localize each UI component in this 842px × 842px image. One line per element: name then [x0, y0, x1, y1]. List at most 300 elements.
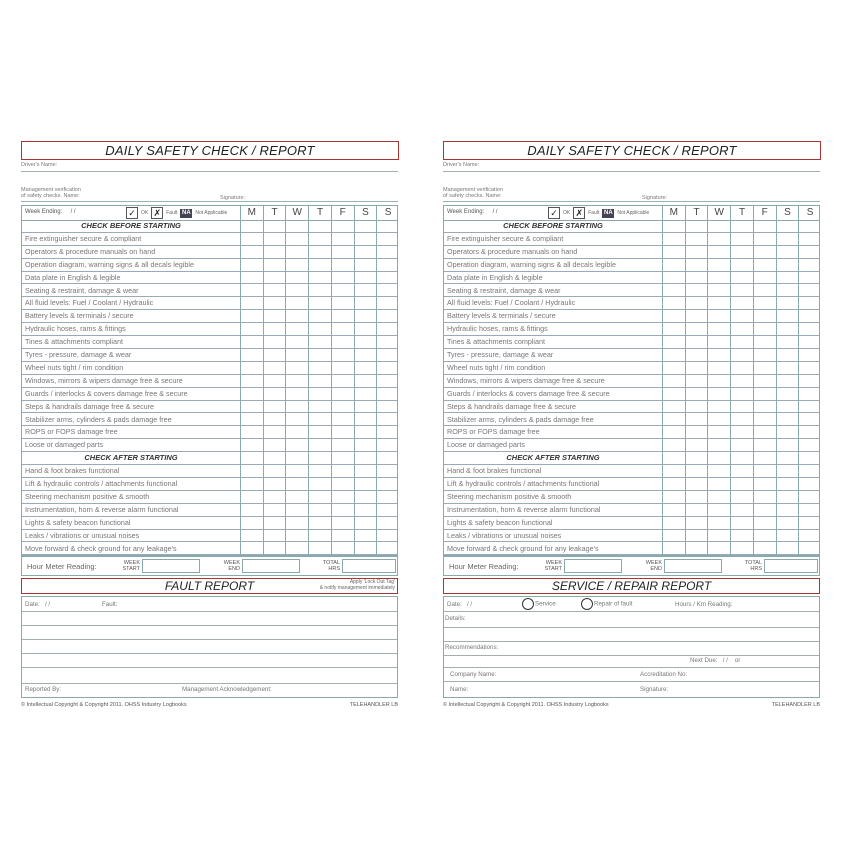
- check-cell[interactable]: [240, 465, 263, 477]
- check-cell[interactable]: [376, 336, 399, 348]
- check-cell[interactable]: [707, 362, 730, 374]
- check-cell[interactable]: [285, 285, 308, 297]
- check-cell[interactable]: [285, 362, 308, 374]
- check-cell[interactable]: [753, 349, 776, 361]
- check-cell[interactable]: [798, 478, 821, 490]
- check-cell[interactable]: [776, 465, 799, 477]
- check-cell[interactable]: [263, 297, 286, 309]
- check-cell[interactable]: [240, 259, 263, 271]
- fault-line[interactable]: [22, 625, 397, 626]
- check-cell[interactable]: [776, 362, 799, 374]
- check-cell[interactable]: [263, 349, 286, 361]
- check-cell[interactable]: [753, 336, 776, 348]
- check-cell[interactable]: [331, 349, 354, 361]
- check-cell[interactable]: [753, 310, 776, 322]
- check-cell[interactable]: [685, 414, 708, 426]
- check-cell[interactable]: [354, 543, 377, 555]
- check-cell[interactable]: [776, 323, 799, 335]
- check-cell[interactable]: [376, 246, 399, 258]
- check-cell[interactable]: [662, 297, 685, 309]
- check-cell[interactable]: [240, 233, 263, 245]
- check-cell[interactable]: [753, 388, 776, 400]
- check-cell[interactable]: [263, 504, 286, 516]
- check-cell[interactable]: [730, 388, 753, 400]
- check-cell[interactable]: [308, 388, 331, 400]
- check-cell[interactable]: [685, 297, 708, 309]
- check-cell[interactable]: [263, 517, 286, 529]
- drivers-name-field[interactable]: [21, 171, 398, 172]
- check-cell[interactable]: [331, 439, 354, 451]
- check-cell[interactable]: [331, 336, 354, 348]
- check-cell[interactable]: [707, 323, 730, 335]
- check-cell[interactable]: [662, 336, 685, 348]
- check-cell[interactable]: [753, 426, 776, 438]
- check-cell[interactable]: [707, 375, 730, 387]
- check-cell[interactable]: [776, 272, 799, 284]
- check-cell[interactable]: [376, 543, 399, 555]
- check-cell[interactable]: [730, 259, 753, 271]
- check-cell[interactable]: [354, 401, 377, 413]
- check-cell[interactable]: [240, 272, 263, 284]
- check-cell[interactable]: [240, 362, 263, 374]
- check-cell[interactable]: [685, 504, 708, 516]
- check-cell[interactable]: [240, 323, 263, 335]
- check-cell[interactable]: [685, 349, 708, 361]
- check-cell[interactable]: [354, 362, 377, 374]
- check-cell[interactable]: [354, 504, 377, 516]
- check-cell[interactable]: [308, 297, 331, 309]
- check-cell[interactable]: [263, 414, 286, 426]
- check-cell[interactable]: [730, 310, 753, 322]
- drivers-name-field[interactable]: [443, 171, 820, 172]
- check-cell[interactable]: [798, 465, 821, 477]
- check-cell[interactable]: [376, 375, 399, 387]
- check-cell[interactable]: [798, 401, 821, 413]
- check-cell[interactable]: [662, 517, 685, 529]
- check-cell[interactable]: [753, 375, 776, 387]
- check-cell[interactable]: [753, 233, 776, 245]
- check-cell[interactable]: [354, 388, 377, 400]
- check-cell[interactable]: [263, 530, 286, 542]
- check-cell[interactable]: [285, 388, 308, 400]
- check-cell[interactable]: [730, 439, 753, 451]
- check-cell[interactable]: [798, 323, 821, 335]
- check-cell[interactable]: [263, 272, 286, 284]
- check-cell[interactable]: [798, 426, 821, 438]
- check-cell[interactable]: [798, 414, 821, 426]
- fault-line[interactable]: [22, 653, 397, 654]
- check-cell[interactable]: [308, 375, 331, 387]
- check-cell[interactable]: [685, 375, 708, 387]
- check-cell[interactable]: [685, 530, 708, 542]
- check-cell[interactable]: [730, 323, 753, 335]
- check-cell[interactable]: [308, 233, 331, 245]
- check-cell[interactable]: [285, 246, 308, 258]
- check-cell[interactable]: [730, 297, 753, 309]
- check-cell[interactable]: [753, 272, 776, 284]
- check-cell[interactable]: [240, 349, 263, 361]
- check-cell[interactable]: [685, 388, 708, 400]
- check-cell[interactable]: [707, 233, 730, 245]
- check-cell[interactable]: [331, 426, 354, 438]
- check-cell[interactable]: [685, 272, 708, 284]
- check-cell[interactable]: [308, 272, 331, 284]
- check-cell[interactable]: [730, 336, 753, 348]
- check-cell[interactable]: [331, 401, 354, 413]
- check-cell[interactable]: [776, 543, 799, 555]
- check-cell[interactable]: [776, 388, 799, 400]
- repair-option[interactable]: Repair of fault: [581, 598, 633, 610]
- check-cell[interactable]: [331, 388, 354, 400]
- check-cell[interactable]: [240, 285, 263, 297]
- check-cell[interactable]: [798, 491, 821, 503]
- fault-line[interactable]: [22, 683, 397, 684]
- check-cell[interactable]: [308, 530, 331, 542]
- service-line[interactable]: [444, 627, 819, 628]
- check-cell[interactable]: [776, 478, 799, 490]
- check-cell[interactable]: [798, 439, 821, 451]
- fault-line[interactable]: [22, 667, 397, 668]
- check-cell[interactable]: [354, 285, 377, 297]
- check-cell[interactable]: [753, 478, 776, 490]
- check-cell[interactable]: [240, 401, 263, 413]
- check-cell[interactable]: [776, 297, 799, 309]
- check-cell[interactable]: [285, 426, 308, 438]
- check-cell[interactable]: [240, 426, 263, 438]
- check-cell[interactable]: [707, 349, 730, 361]
- check-cell[interactable]: [285, 517, 308, 529]
- check-cell[interactable]: [308, 285, 331, 297]
- check-cell[interactable]: [376, 259, 399, 271]
- check-cell[interactable]: [240, 478, 263, 490]
- check-cell[interactable]: [685, 285, 708, 297]
- check-cell[interactable]: [776, 491, 799, 503]
- check-cell[interactable]: [285, 543, 308, 555]
- check-cell[interactable]: [376, 323, 399, 335]
- check-cell[interactable]: [263, 310, 286, 322]
- check-cell[interactable]: [662, 285, 685, 297]
- check-cell[interactable]: [376, 388, 399, 400]
- service-line[interactable]: [444, 681, 819, 682]
- check-cell[interactable]: [354, 530, 377, 542]
- service-line[interactable]: [444, 655, 819, 656]
- check-cell[interactable]: [707, 543, 730, 555]
- check-cell[interactable]: [240, 336, 263, 348]
- check-cell[interactable]: [285, 530, 308, 542]
- check-cell[interactable]: [707, 504, 730, 516]
- check-cell[interactable]: [285, 310, 308, 322]
- check-cell[interactable]: [354, 375, 377, 387]
- check-cell[interactable]: [730, 362, 753, 374]
- service-line[interactable]: [444, 611, 819, 612]
- check-cell[interactable]: [730, 504, 753, 516]
- check-cell[interactable]: [354, 491, 377, 503]
- check-cell[interactable]: [376, 439, 399, 451]
- check-cell[interactable]: [662, 272, 685, 284]
- check-cell[interactable]: [263, 491, 286, 503]
- check-cell[interactable]: [331, 362, 354, 374]
- check-cell[interactable]: [662, 259, 685, 271]
- check-cell[interactable]: [263, 233, 286, 245]
- check-cell[interactable]: [376, 530, 399, 542]
- check-cell[interactable]: [263, 323, 286, 335]
- check-cell[interactable]: [354, 272, 377, 284]
- check-cell[interactable]: [240, 543, 263, 555]
- week-start-field[interactable]: [142, 559, 200, 573]
- check-cell[interactable]: [707, 246, 730, 258]
- check-cell[interactable]: [240, 375, 263, 387]
- check-cell[interactable]: [263, 259, 286, 271]
- check-cell[interactable]: [376, 362, 399, 374]
- check-cell[interactable]: [662, 530, 685, 542]
- check-cell[interactable]: [707, 426, 730, 438]
- check-cell[interactable]: [354, 233, 377, 245]
- check-cell[interactable]: [285, 323, 308, 335]
- check-cell[interactable]: [730, 272, 753, 284]
- check-cell[interactable]: [354, 517, 377, 529]
- check-cell[interactable]: [707, 259, 730, 271]
- check-cell[interactable]: [662, 388, 685, 400]
- check-cell[interactable]: [263, 478, 286, 490]
- check-cell[interactable]: [730, 349, 753, 361]
- check-cell[interactable]: [798, 233, 821, 245]
- check-cell[interactable]: [285, 478, 308, 490]
- check-cell[interactable]: [331, 414, 354, 426]
- service-option[interactable]: Service: [522, 598, 556, 610]
- check-cell[interactable]: [685, 491, 708, 503]
- check-cell[interactable]: [798, 246, 821, 258]
- check-cell[interactable]: [331, 530, 354, 542]
- check-cell[interactable]: [376, 349, 399, 361]
- check-cell[interactable]: [354, 349, 377, 361]
- check-cell[interactable]: [685, 259, 708, 271]
- check-cell[interactable]: [776, 504, 799, 516]
- check-cell[interactable]: [308, 426, 331, 438]
- check-cell[interactable]: [376, 401, 399, 413]
- check-cell[interactable]: [798, 517, 821, 529]
- check-cell[interactable]: [240, 504, 263, 516]
- check-cell[interactable]: [331, 233, 354, 245]
- check-cell[interactable]: [354, 336, 377, 348]
- check-cell[interactable]: [376, 517, 399, 529]
- check-cell[interactable]: [308, 414, 331, 426]
- check-cell[interactable]: [308, 336, 331, 348]
- check-cell[interactable]: [730, 517, 753, 529]
- check-cell[interactable]: [753, 414, 776, 426]
- check-cell[interactable]: [285, 272, 308, 284]
- check-cell[interactable]: [685, 246, 708, 258]
- check-cell[interactable]: [730, 414, 753, 426]
- check-cell[interactable]: [662, 362, 685, 374]
- check-cell[interactable]: [285, 349, 308, 361]
- check-cell[interactable]: [798, 362, 821, 374]
- check-cell[interactable]: [263, 426, 286, 438]
- check-cell[interactable]: [776, 349, 799, 361]
- check-cell[interactable]: [730, 465, 753, 477]
- check-cell[interactable]: [685, 336, 708, 348]
- check-cell[interactable]: [662, 401, 685, 413]
- check-cell[interactable]: [662, 323, 685, 335]
- check-cell[interactable]: [662, 439, 685, 451]
- check-cell[interactable]: [354, 297, 377, 309]
- check-cell[interactable]: [798, 530, 821, 542]
- check-cell[interactable]: [662, 375, 685, 387]
- check-cell[interactable]: [707, 439, 730, 451]
- check-cell[interactable]: [376, 233, 399, 245]
- check-cell[interactable]: [376, 478, 399, 490]
- check-cell[interactable]: [662, 310, 685, 322]
- fault-line[interactable]: [22, 611, 397, 612]
- check-cell[interactable]: [308, 478, 331, 490]
- check-cell[interactable]: [240, 297, 263, 309]
- check-cell[interactable]: [285, 414, 308, 426]
- week-start-field[interactable]: [564, 559, 622, 573]
- check-cell[interactable]: [798, 388, 821, 400]
- check-cell[interactable]: [776, 233, 799, 245]
- check-cell[interactable]: [685, 465, 708, 477]
- check-cell[interactable]: [263, 543, 286, 555]
- check-cell[interactable]: [240, 491, 263, 503]
- check-cell[interactable]: [753, 246, 776, 258]
- check-cell[interactable]: [308, 504, 331, 516]
- check-cell[interactable]: [263, 362, 286, 374]
- check-cell[interactable]: [776, 336, 799, 348]
- check-cell[interactable]: [263, 246, 286, 258]
- check-cell[interactable]: [753, 297, 776, 309]
- check-cell[interactable]: [730, 375, 753, 387]
- check-cell[interactable]: [240, 439, 263, 451]
- check-cell[interactable]: [263, 465, 286, 477]
- check-cell[interactable]: [331, 491, 354, 503]
- check-cell[interactable]: [331, 517, 354, 529]
- check-cell[interactable]: [263, 285, 286, 297]
- check-cell[interactable]: [776, 530, 799, 542]
- check-cell[interactable]: [240, 517, 263, 529]
- check-cell[interactable]: [285, 233, 308, 245]
- service-line[interactable]: [444, 641, 819, 642]
- check-cell[interactable]: [730, 543, 753, 555]
- check-cell[interactable]: [730, 285, 753, 297]
- check-cell[interactable]: [308, 439, 331, 451]
- check-cell[interactable]: [308, 362, 331, 374]
- check-cell[interactable]: [662, 478, 685, 490]
- check-cell[interactable]: [376, 465, 399, 477]
- total-hrs-field[interactable]: [342, 559, 396, 573]
- check-cell[interactable]: [707, 465, 730, 477]
- fault-line[interactable]: [22, 639, 397, 640]
- check-cell[interactable]: [707, 478, 730, 490]
- check-cell[interactable]: [753, 543, 776, 555]
- check-cell[interactable]: [331, 323, 354, 335]
- check-cell[interactable]: [707, 401, 730, 413]
- check-cell[interactable]: [285, 504, 308, 516]
- check-cell[interactable]: [707, 297, 730, 309]
- check-cell[interactable]: [707, 388, 730, 400]
- check-cell[interactable]: [707, 530, 730, 542]
- check-cell[interactable]: [376, 491, 399, 503]
- check-cell[interactable]: [331, 478, 354, 490]
- check-cell[interactable]: [753, 465, 776, 477]
- check-cell[interactable]: [753, 323, 776, 335]
- check-cell[interactable]: [685, 362, 708, 374]
- check-cell[interactable]: [240, 310, 263, 322]
- check-cell[interactable]: [331, 504, 354, 516]
- check-cell[interactable]: [798, 285, 821, 297]
- check-cell[interactable]: [354, 310, 377, 322]
- check-cell[interactable]: [753, 401, 776, 413]
- check-cell[interactable]: [331, 310, 354, 322]
- check-cell[interactable]: [685, 323, 708, 335]
- check-cell[interactable]: [776, 246, 799, 258]
- check-cell[interactable]: [730, 426, 753, 438]
- check-cell[interactable]: [285, 401, 308, 413]
- check-cell[interactable]: [331, 259, 354, 271]
- check-cell[interactable]: [354, 414, 377, 426]
- check-cell[interactable]: [753, 517, 776, 529]
- check-cell[interactable]: [376, 504, 399, 516]
- check-cell[interactable]: [707, 517, 730, 529]
- check-cell[interactable]: [798, 259, 821, 271]
- check-cell[interactable]: [285, 336, 308, 348]
- check-cell[interactable]: [263, 439, 286, 451]
- check-cell[interactable]: [662, 233, 685, 245]
- check-cell[interactable]: [730, 491, 753, 503]
- check-cell[interactable]: [376, 285, 399, 297]
- check-cell[interactable]: [776, 439, 799, 451]
- check-cell[interactable]: [776, 426, 799, 438]
- check-cell[interactable]: [285, 491, 308, 503]
- check-cell[interactable]: [798, 543, 821, 555]
- check-cell[interactable]: [354, 465, 377, 477]
- total-hrs-field[interactable]: [764, 559, 818, 573]
- check-cell[interactable]: [685, 439, 708, 451]
- check-cell[interactable]: [662, 491, 685, 503]
- check-cell[interactable]: [707, 310, 730, 322]
- check-cell[interactable]: [263, 388, 286, 400]
- check-cell[interactable]: [707, 491, 730, 503]
- check-cell[interactable]: [308, 349, 331, 361]
- check-cell[interactable]: [376, 272, 399, 284]
- check-cell[interactable]: [285, 297, 308, 309]
- check-cell[interactable]: [308, 517, 331, 529]
- check-cell[interactable]: [798, 336, 821, 348]
- check-cell[interactable]: [240, 246, 263, 258]
- check-cell[interactable]: [308, 259, 331, 271]
- check-cell[interactable]: [240, 414, 263, 426]
- check-cell[interactable]: [707, 414, 730, 426]
- check-cell[interactable]: [685, 401, 708, 413]
- check-cell[interactable]: [753, 491, 776, 503]
- check-cell[interactable]: [685, 478, 708, 490]
- check-cell[interactable]: [685, 517, 708, 529]
- check-cell[interactable]: [331, 543, 354, 555]
- check-cell[interactable]: [376, 426, 399, 438]
- check-cell[interactable]: [263, 401, 286, 413]
- check-cell[interactable]: [331, 285, 354, 297]
- check-cell[interactable]: [753, 439, 776, 451]
- check-cell[interactable]: [263, 336, 286, 348]
- check-cell[interactable]: [776, 285, 799, 297]
- check-cell[interactable]: [376, 414, 399, 426]
- check-cell[interactable]: [685, 543, 708, 555]
- check-cell[interactable]: [308, 323, 331, 335]
- check-cell[interactable]: [331, 297, 354, 309]
- check-cell[interactable]: [354, 478, 377, 490]
- check-cell[interactable]: [285, 439, 308, 451]
- check-cell[interactable]: [730, 401, 753, 413]
- check-cell[interactable]: [354, 259, 377, 271]
- check-cell[interactable]: [707, 285, 730, 297]
